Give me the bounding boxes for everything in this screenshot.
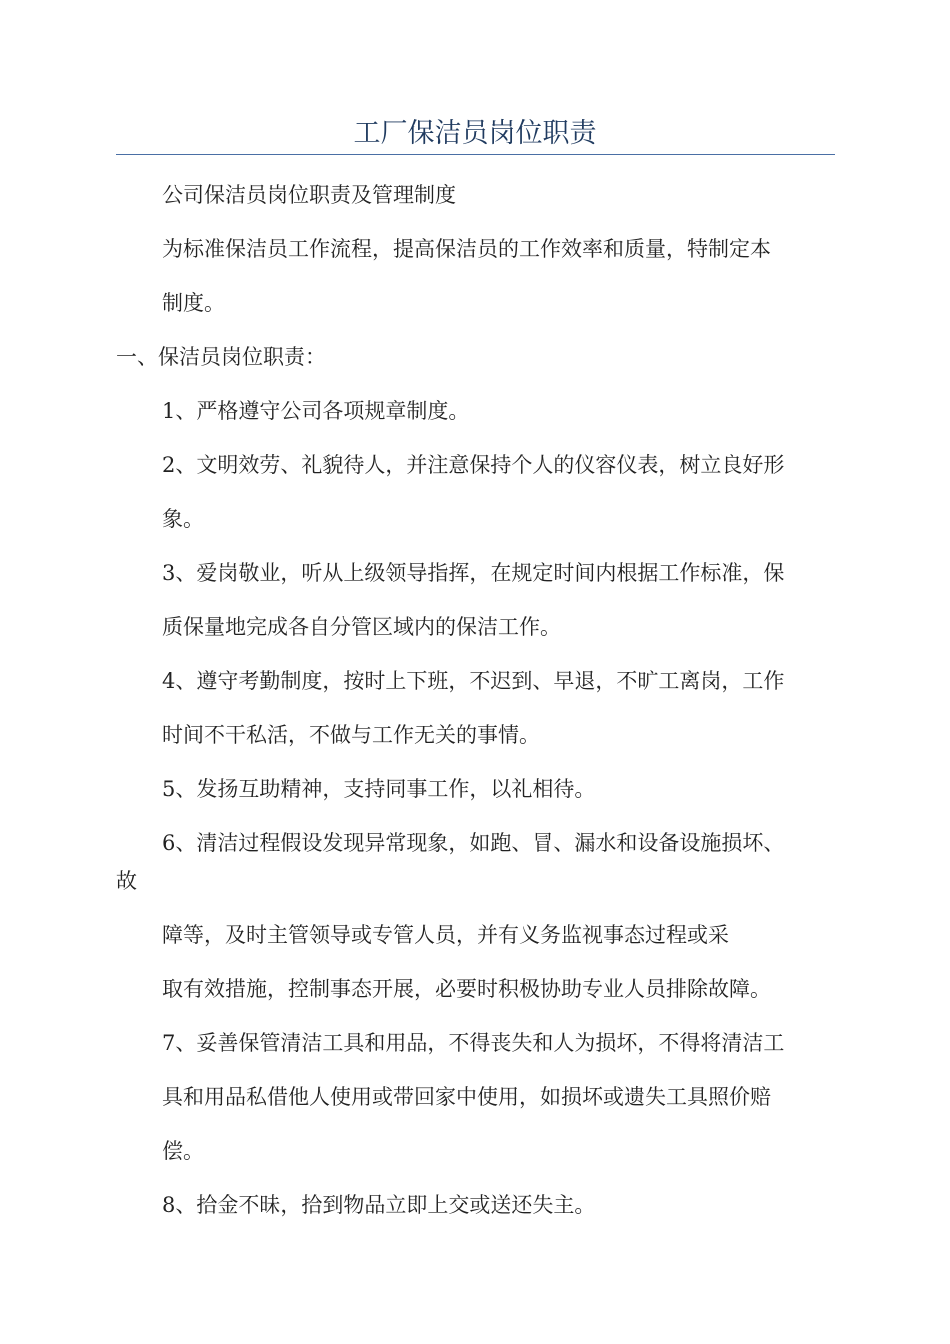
doc-item-3-line-2: 质保量地完成各自分管区域内的保洁工作。 (162, 615, 561, 639)
doc-item-7-line-3: 偿。 (162, 1139, 204, 1163)
doc-item-4-line-2: 时间不干私活，不做与工作无关的事情。 (162, 723, 540, 747)
doc-item-2-line-1: 2、文明效劳、礼貌待人，并注意保持个人的仪容仪表，树立良好形 (162, 453, 785, 477)
doc-line-intro-1: 为标准保洁员工作流程，提高保洁员的工作效率和质量，特制定本 (162, 237, 771, 261)
doc-item-5: 5、发扬互助精神，支持同事工作，以礼相待。 (162, 777, 596, 801)
doc-item-1: 1、严格遵守公司各项规章制度。 (162, 399, 470, 423)
doc-item-4-line-1: 4、遵守考勤制度，按时上下班，不迟到、早退，不旷工离岗，工作 (162, 669, 785, 693)
doc-section-heading: 一、保洁员岗位职责： (116, 345, 326, 369)
doc-item-2-line-2: 象。 (162, 507, 204, 531)
doc-item-7-line-1: 7、妥善保管清洁工具和用品，不得丧失和人为损坏，不得将清洁工 (162, 1031, 785, 1055)
doc-item-6-line-1: 6、清洁过程假设发现异常现象，如跑、冒、漏水和设备设施损坏、 (162, 831, 785, 855)
doc-line-subtitle: 公司保洁员岗位职责及管理制度 (162, 183, 456, 207)
doc-item-7-line-2: 具和用品私借他人使用或带回家中使用，如损坏或遗失工具照价赔 (162, 1085, 771, 1109)
doc-item-6-line-4: 取有效措施，控制事态开展，必要时积极协助专业人员排除故障。 (162, 977, 771, 1001)
doc-item-3-line-1: 3、爱岗敬业，听从上级领导指挥，在规定时间内根据工作标准，保 (162, 561, 785, 585)
doc-item-8: 8、拾金不昧，拾到物品立即上交或送还失主。 (162, 1193, 596, 1217)
document-title: 工厂保洁员岗位职责 (353, 118, 597, 149)
doc-item-6-line-2: 故 (116, 869, 137, 893)
doc-line-intro-2: 制度。 (162, 291, 225, 315)
title-underline (116, 154, 835, 155)
doc-item-6-line-3: 障等，及时主管领导或专管人员，并有义务监视事态过程或采 (162, 923, 729, 947)
